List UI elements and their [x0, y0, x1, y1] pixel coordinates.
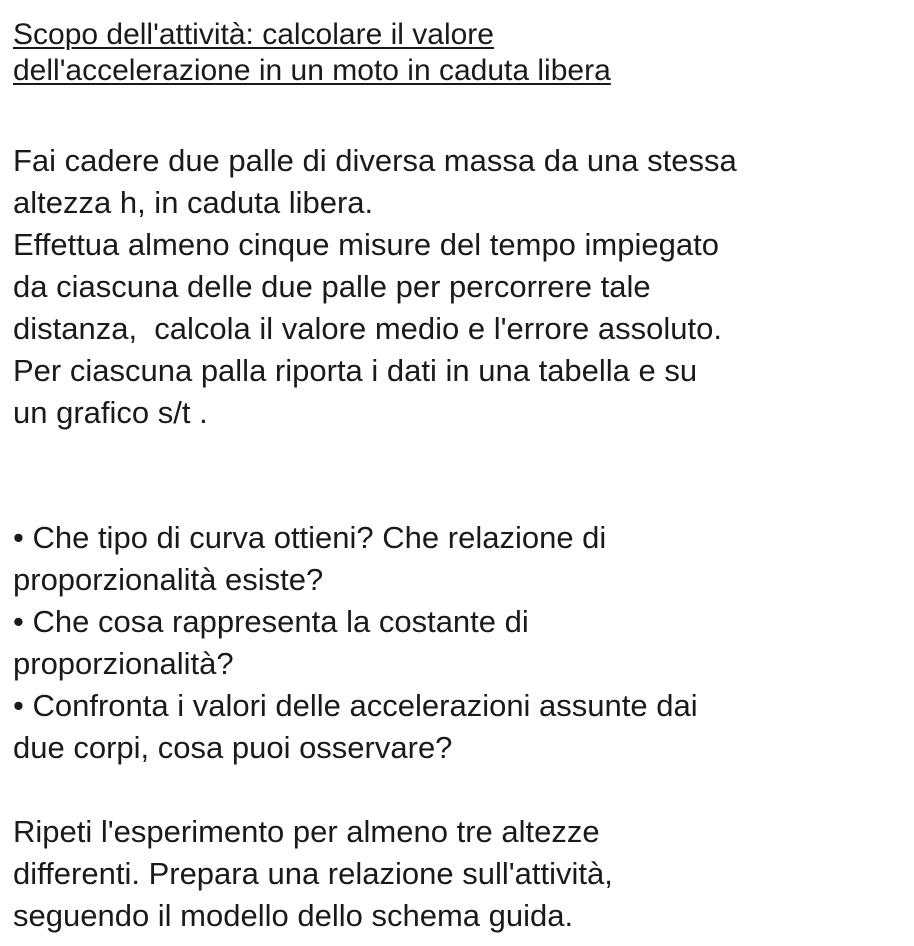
- text-line: un grafico s/t .: [13, 395, 208, 430]
- text-line: Ripeti l'esperimento per almeno tre altezze: [13, 814, 600, 849]
- question-line: • Che cosa rappresenta la costante di: [13, 604, 529, 639]
- question-list: [13, 517, 698, 769]
- question-line: due corpi, cosa puoi osservare?: [13, 730, 453, 765]
- text-line: distanza, calcola il valore medio e l'errore assoluto.: [13, 311, 722, 346]
- question-line: • Confronta i valori delle accelerazioni assunte dai: [13, 688, 698, 723]
- title-line: dell'accelerazione in un moto in caduta libera: [13, 54, 611, 87]
- title-line: Scopo dell'attività: calcolare il valore: [13, 18, 494, 51]
- text-line: da ciascuna delle due palle per percorrere tale: [13, 269, 651, 304]
- instructions-paragraph: [13, 140, 737, 434]
- text-line: altezza h, in caduta libera.: [13, 185, 374, 220]
- text-line: Fai cadere due palle di diversa massa da una stessa: [13, 143, 737, 178]
- activity-title: [13, 17, 611, 89]
- question-line: • Che tipo di curva ottieni? Che relazione di: [13, 520, 607, 555]
- question-line: proporzionalità esiste?: [13, 562, 324, 597]
- text-line: seguendo il modello dello schema guida.: [13, 898, 574, 933]
- text-line: Effettua almeno cinque misure del tempo impiegato: [13, 227, 719, 262]
- repeat-paragraph: [13, 811, 613, 937]
- text-line: Per ciascuna palla riporta i dati in una tabella e su: [13, 353, 698, 388]
- question-line: proporzionalità?: [13, 646, 234, 681]
- text-line: differenti. Prepara una relazione sull'attività,: [13, 856, 613, 891]
